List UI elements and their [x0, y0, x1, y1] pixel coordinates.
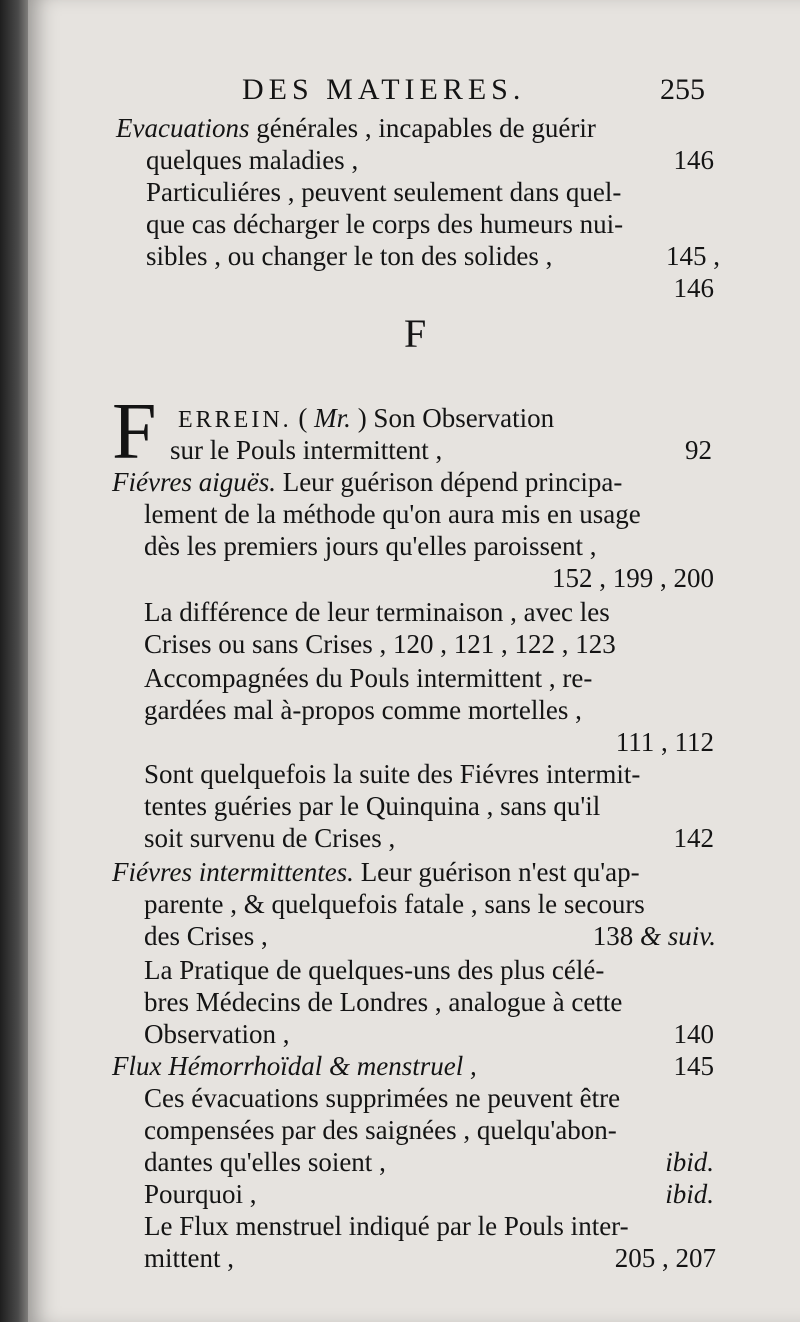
page-ref: ibid. — [665, 1147, 714, 1177]
page-ref: ibid. — [665, 1179, 714, 1209]
entry-line: dès les premiers jours qu'elles paroissent , — [144, 531, 597, 561]
entry-text: soit survenu de Crises , — [144, 823, 396, 853]
page-ref: 140 — [673, 1019, 714, 1049]
page-ref: 145 , — [666, 241, 720, 271]
entry-flux — [112, 1050, 714, 1082]
entry-line: Accompagnées du Pouls intermittent , re- — [144, 663, 593, 693]
entry-line — [144, 920, 716, 952]
page-ref: 92 — [685, 435, 712, 465]
entry-term: Evacuations — [116, 113, 250, 143]
entry-line — [144, 1018, 714, 1050]
page-ref: 146 — [673, 145, 714, 175]
entry-text: sibles , ou changer le ton des solides , — [146, 241, 553, 271]
entry-text: ) Son Observation — [350, 403, 555, 433]
entry-term: Fiévres intermittentes. — [112, 857, 354, 887]
page-ref: 152 , 199 , 200 — [552, 563, 714, 593]
entry-text: mittent , — [144, 1243, 234, 1273]
entry-text: dantes qu'elles soient , — [144, 1147, 386, 1177]
entry-line: tentes guéries par le Quinquina , sans qu'il — [144, 791, 601, 821]
entry-text: Observation , — [144, 1019, 290, 1049]
page-ref: 111 , 112 — [615, 727, 714, 757]
entry-line — [146, 144, 714, 176]
entry-line: que cas décharger le corps des humeurs nui- — [146, 209, 624, 239]
book-binding — [0, 0, 30, 1322]
entry-fievres-aigues — [112, 466, 622, 498]
entry-line — [144, 1146, 714, 1178]
entry-text: Leur guérison n'est qu'ap- — [360, 857, 640, 887]
entry-line: Ces évacuations supprimées ne peuvent être — [144, 1083, 621, 1113]
page-ref: 146 — [673, 273, 714, 303]
entry-text: des Crises , — [144, 921, 268, 951]
entry-line: Sont quelquefois la suite des Fiévres intermit- — [144, 759, 641, 789]
entry-line: Le Flux menstruel indiqué par le Pouls inter- — [144, 1211, 629, 1241]
running-header: DES MATIERES. — [242, 73, 526, 106]
entry-line — [170, 434, 712, 466]
entry-fievres-intermittentes — [112, 856, 640, 888]
entry-line: bres Médecins de Londres , analogue à cette — [144, 987, 623, 1017]
entry-text: générales , incapables de guérir — [256, 113, 596, 143]
entry-text: Leur guérison dépend principa- — [282, 467, 623, 497]
page-ref-number: 138 — [592, 921, 634, 951]
entry-line: lement de la méthode qu'on aura mis en usage — [144, 499, 641, 529]
entry-line — [144, 1178, 714, 1210]
entry-line: Crises ou sans Crises , 120 , 121 , 122 , 123 — [144, 629, 616, 659]
page-ref-suffix: & suiv. — [640, 921, 716, 951]
entry-term: Fiévres aiguës. — [112, 467, 276, 497]
entry-term: Flux Hémorrhoïdal & menstruel , — [112, 1051, 477, 1081]
entry-text: Pourquoi , — [144, 1179, 257, 1209]
page-ref: 142 — [673, 823, 714, 853]
entry-text: Mr. — [314, 403, 351, 433]
entry-line: La Pratique de quelques-uns des plus célé- — [144, 955, 605, 985]
entry-term: ERREIN. — [178, 407, 292, 433]
page-ref — [593, 920, 716, 952]
entry-line: La différence de leur terminaison , avec les — [144, 597, 610, 627]
page-ref: 145 — [673, 1051, 714, 1081]
section-letter: F — [404, 311, 427, 356]
entry-line: compensées par des saignées , quelqu'abon- — [144, 1115, 617, 1145]
page-ref: 205 , 207 — [614, 1243, 716, 1273]
entry-text: ( — [298, 403, 315, 433]
drop-cap: F — [112, 388, 157, 476]
entry-line: Particuliéres , peuvent seulement dans quel- — [146, 177, 622, 207]
entry-line: gardées mal à-propos comme mortelles , — [144, 695, 582, 725]
entry-line — [144, 822, 714, 854]
entry-line — [144, 1242, 716, 1274]
entry-evacuations — [116, 112, 720, 144]
page-number: 255 — [660, 73, 705, 106]
entry-text: quelques maladies , — [146, 145, 359, 175]
entry-ferrein — [178, 402, 718, 436]
entry-text: sur le Pouls intermittent , — [170, 435, 443, 465]
entry-line — [146, 240, 720, 272]
entry-line: parente , & quelquefois fatale , sans le secours — [144, 889, 645, 919]
